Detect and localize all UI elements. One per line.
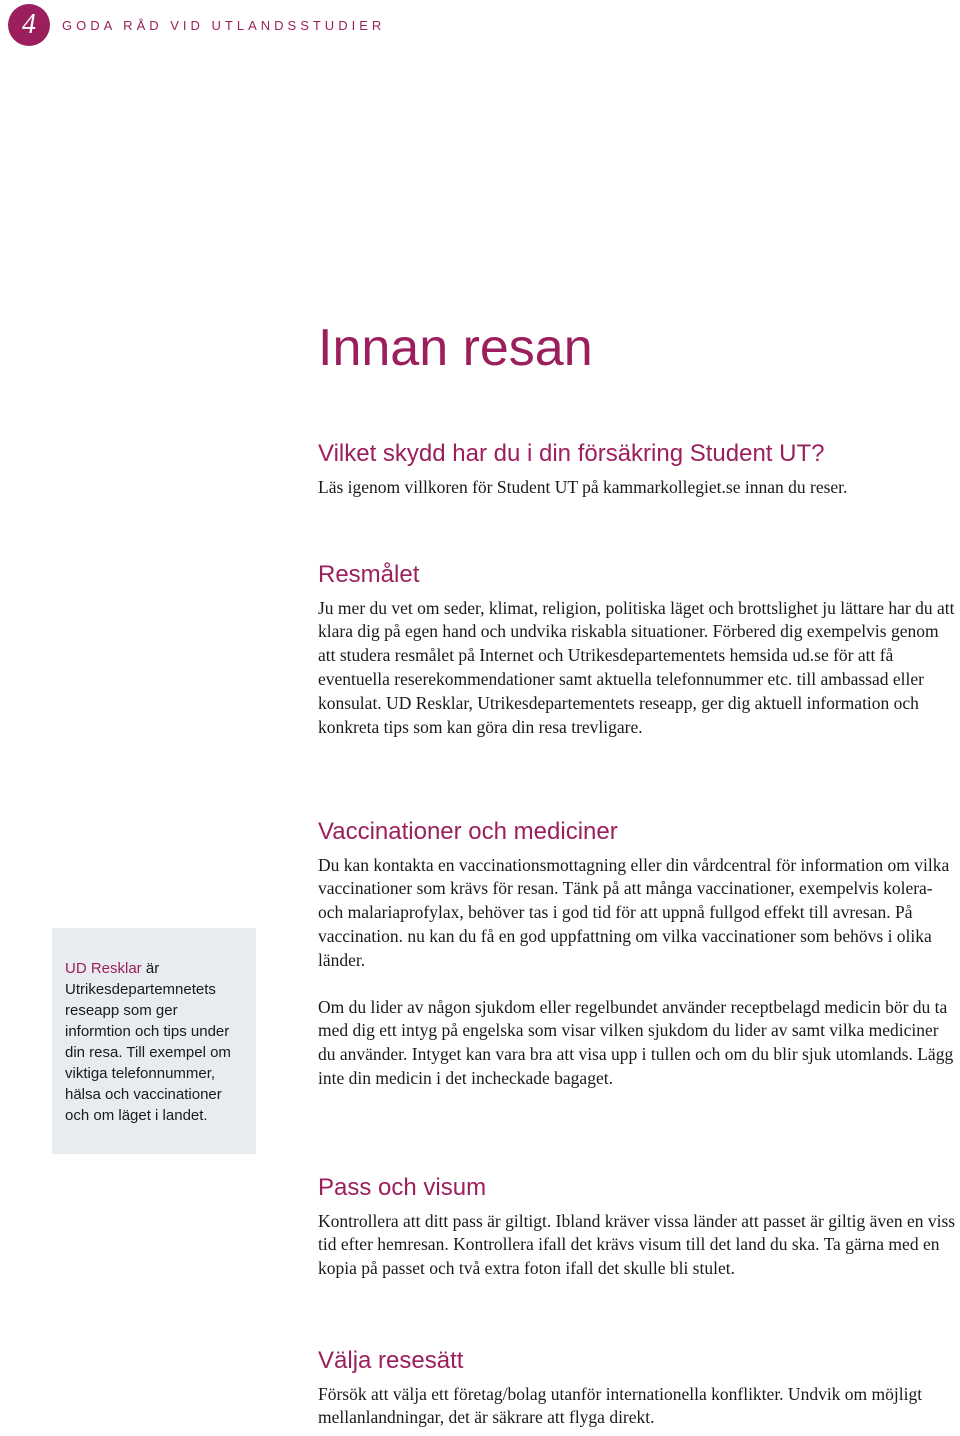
section-heading: Vaccinationer och mediciner (318, 818, 618, 845)
section-paragraph: Läs igenom villkoren för Student UT på kammarkollegiet.se innan du reser. (318, 476, 848, 497)
section-heading: Vilket skydd har du i din försäkring Student UT? (318, 440, 825, 467)
section-insurance (318, 440, 958, 499)
sidebar-text: är Utrikesdepartemnetets reseapp som ger informtion och tips under din resa. Till exempel om viktiga telefonnummer, hälsa och vaccinationer och om läget i landet. (65, 960, 231, 1124)
section-destination (318, 561, 958, 739)
section-heading: Pass och visum (318, 1174, 487, 1201)
section-paragraph: Kontrollera att ditt pass är giltigt. Ibland kräver vissa länder att passet är giltig även en viss tid efter hemresan. Kontrollera ifall det krävs visum till det land du ska. Ta gärna med en kopia på passet och två extra foton ifall det skulle bli stulet. (318, 1210, 956, 1279)
section-heading: Välja resesätt (318, 1347, 464, 1374)
page-title: Innan resan (318, 319, 593, 377)
running-head: GODA RÅD VID UTLANDSSTUDIER (62, 18, 386, 33)
section-paragraph: Om du lider av någon sjukdom eller regelbundet använder receptbelagd medicin bör du ta med dig ett intyg på engelska som visar vilken sjukdom du lider av samt vilka mediciner du använder. Intyget kan vara bra att visa upp i tullen och om du blir sjuk utomlands. Lägg inte din medicin i det incheckade bagaget. (318, 996, 954, 1088)
section-travel-mode (318, 1347, 958, 1430)
page-number-badge: 4 (8, 4, 50, 46)
section-passport-visa (318, 1174, 958, 1281)
section-paragraph: Ju mer du vet om seder, klimat, religion, politiska läget och brottslighet ju lättare har du att klara dig på egen hand och undvika riskabla situationer. Förbered dig exempelvis genom att studera resmålet på Internet och Utrikesdepartementets hemsida ud.se för att få eventuella reserekommendationer samt aktuella telefonnummer etc. till ambassad eller konsulat. UD Resklar, Utrikesdepartementets reseapp, ger dig aktuell information och konkreta tips som kan göra din resa trevligare. (318, 597, 955, 737)
sidebar-highlight: UD Resklar (65, 960, 142, 977)
section-paragraph: Du kan kontakta en vaccinationsmottagning eller din vårdcentral för information om vilka vaccinationer som krävs för resan. Tänk på att många vaccinationer, exempelvis kolera- och malariaprofylax, behöver tas i god tid för att uppnå fullgod effekt till avresan. På vaccination. nu kan du få en god uppfattning om vilka vaccinationer som behövs i olika länder. (318, 854, 950, 970)
section-heading: Resmålet (318, 561, 420, 588)
section-paragraph: Försök att välja ett företag/bolag utanför internationella konflikter. Undvik om möjligt mellanlandningar, det är säkrare att flyga direkt. (318, 1383, 923, 1428)
section-vaccinations (318, 818, 958, 1091)
sidebar-info-box (52, 928, 256, 1154)
